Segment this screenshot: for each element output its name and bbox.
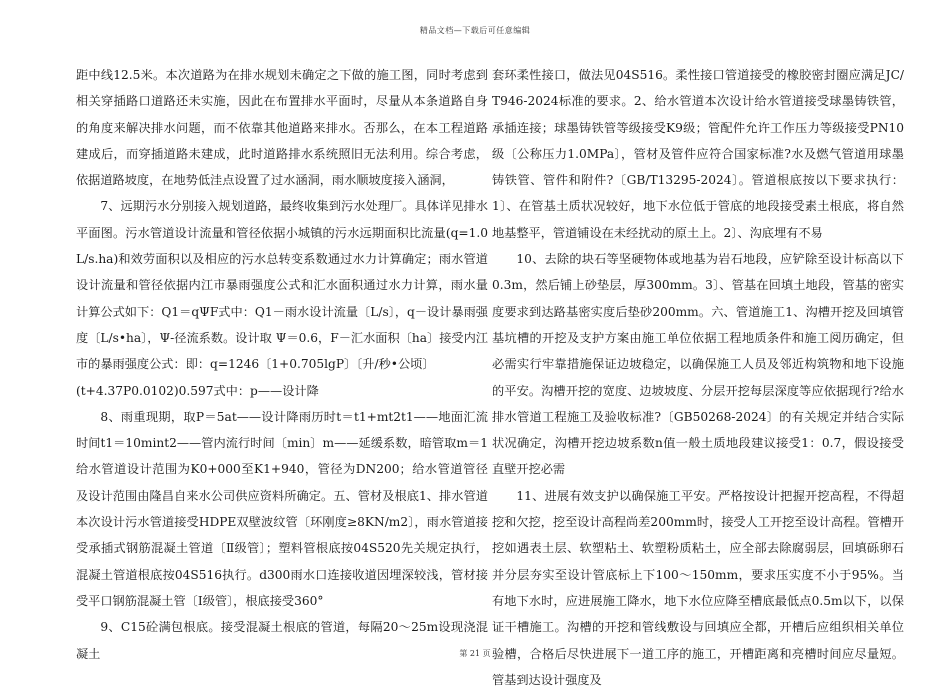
paragraph: 7、远期污水分别接入规划道路，最终收集到污水处理厂。具体详见排水平面图。污水管道设计流量和管径依据小城镇的污水远期面积比流量(q=1.0L/s.ha)和效劳面积以及相应的污水总转变系数通过水力计算确定；雨水管道设计流量和管径依据内江市暴雨强度公式和汇水面积通过水力计算，雨水量计算公式如下：Q1＝qΨF式中：Q1－雨水设计流量〔L/s〕，q－设计暴雨强度〔L/s•ha〕，Ψ-径流系数。设计取 Ψ＝0.6，F－汇水面积〔ha〕接受内江市的暴雨强度公式：即：q=1246〔1+0.705lgP〕〔升/秒•公顷〕 bbox=[76, 199, 488, 372]
paragraph: 10、去除的块石等坚硬物体或地基为岩石地段，应铲除至设计标高以下0.3m，然后铺上砂垫层，厚300mm。3〕、管基在回填土地段，管基的密实度要求到达路基密实度后垫砂200mm。六、管道施工1、沟槽开挖及回填管基坑槽的开挖及支护方案由施工单位依据工程地质条件和施工阅历确定，但必需实行牢靠措施保证边坡稳定，以确保施工人员及邻近构筑物和地下设施的平安。沟槽开挖的宽度、边坡坡度、分层开挖每层深度等应依据现行?给水排水管道工程施工及验收标准?〔GB50268-2024〕的有关规定并结合实际状况确定，沟槽开挖边坡系数n值一般土质地段建议接受1：0.7，假设接受直壁开挖必需 bbox=[492, 252, 904, 477]
paragraph: 11、进展有效支护以确保施工平安。严格按设计把握开挖高程，不得超挖和欠挖，挖至设计高程尚差200mm时，接受人工开挖至设计高程。管槽开挖如遇表土层、软塑粘土、软塑粉质粘土，应全部去除腐弱层，回填砾卵石并分层夯实至设计管底标上下100～150mm，要求压实度不小于95%。当有地下水时，应进展施工降水，地下水位应降至槽底最低点0.5m以下，以保证干槽施工。沟槽的开挖和管线敷设与回填应全都，开槽后应组织相关单位验槽，合格后尽快进展下一道工序的施工，开槽距离和亮槽时间应尽量短。管基到达设计强度及 bbox=[492, 488, 905, 687]
page-header: 精品文档—下载后可任意编辑 bbox=[419, 26, 531, 35]
page-number: 第 21 页 bbox=[459, 649, 491, 658]
paragraph: 8、雨重现期，取P＝5at——设计降雨历时t＝t1+mt2t1——地面汇流时间t1＝10mint2——管内流行时间〔min〕m——延缓系数，暗管取m＝1给水管道设计范围为K0+000至K1+940，管径为DN200；给水管道管径及设计范围由隆昌自来水公司供应资料所确定。五、管材及根底1、排水管道本次设计污水管道接受HDPE双壁波纹管〔环刚度≥8KN/m2〕，雨水管道接受承插式钢筋混凝土管道〔Ⅱ级管〕；塑料管根底按04S520先关规定执行，混凝土管道根底按04S516执行。d300雨水口连接收道因埋深较浅，管材接受平口钢筋混凝土管〔Ⅰ级管〕，根底接受360° bbox=[76, 409, 488, 608]
paragraph: 距中线12.5米。本次道路为在排水规划未确定之下做的施工图，同时考虑到相关穿插路口道路还未实施，因此在布置排水平面时，尽量从本条道路自身的角度来解决排水问题，而不依靠其他道路来排水。否那么，在本工程道路建成后，而穿插道路未建成，此时道路排水系统照旧无法利用。综合考虑，依据道路坡度，在地势低洼点设置了过水涵洞，雨水顺坡度接入涵洞， bbox=[76, 68, 488, 188]
right-column bbox=[492, 62, 904, 693]
paragraph: (t+4.37P0.0102)0.597式中：p——设计降 bbox=[76, 383, 319, 398]
paragraph: 套环柔性接口，做法见04S516。柔性接口管道接受的橡胶密封圈应满足JC/T946-2024标准的要求。2、给水管道本次设计给水管道接受球墨铸铁管，承插连接；球墨铸铁管等级接受K9级；管配件允许工作压力等级接受PN10级〔公称压力1.0MPa〕，管材及管件应符合国家标准?水及燃气管道用球墨铸铁管、管件和附件?〔GB/T13295-2024〕。管道根底按以下要求执行：1〕、在管基土质状况较好，地下水位低于管底的地段接受素土根底，将自然地基整平，管道铺设在未经扰动的原土上。2〕、沟底埋有不易 bbox=[492, 68, 904, 240]
paragraph: 9、C15砼满包根底。接受混凝土根底的管道，每隔20～25m设现浇混凝土 bbox=[76, 620, 488, 661]
left-column bbox=[76, 62, 488, 667]
